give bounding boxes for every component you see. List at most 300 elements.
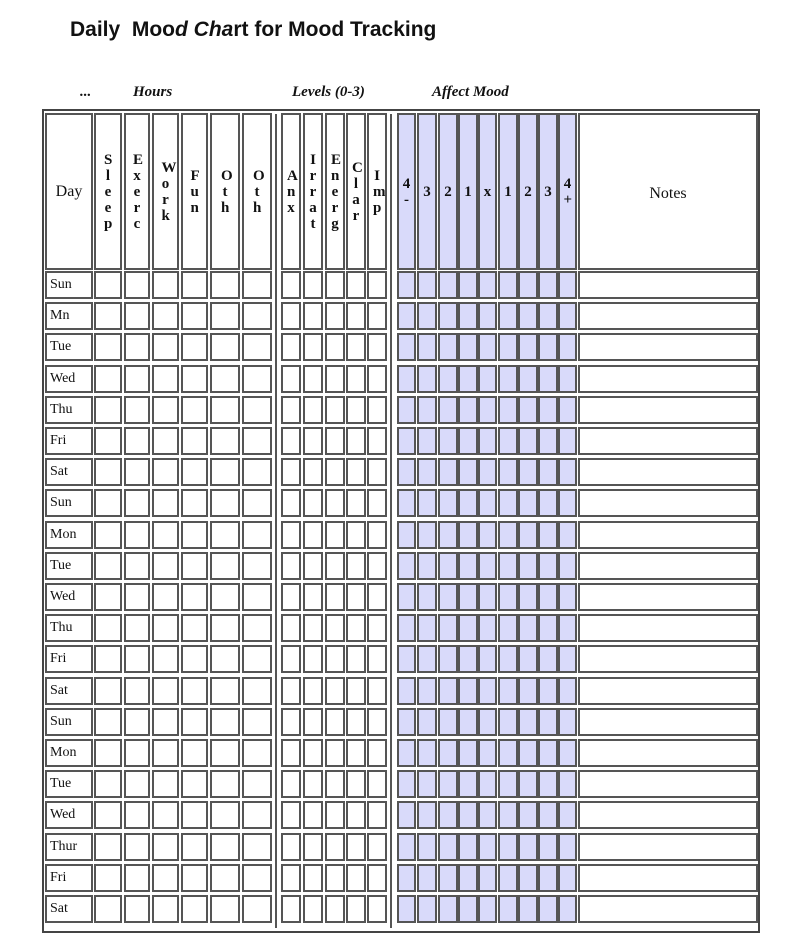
level-entry-cell <box>346 708 366 736</box>
mood-entry-cell <box>397 489 416 517</box>
header-mood-7 <box>538 113 558 270</box>
level-entry-cell <box>346 677 366 705</box>
mood-entry-cell <box>558 833 577 861</box>
mood-entry-cell <box>478 458 497 486</box>
header-label: 1 <box>464 183 472 200</box>
level-entry-cell <box>281 614 301 642</box>
mood-entry-cell <box>498 708 518 736</box>
mood-entry-cell <box>478 677 497 705</box>
level-entry-cell <box>367 739 387 767</box>
hours-entry-cell <box>152 302 179 330</box>
mood-entry-cell <box>478 333 497 361</box>
mood-entry-cell <box>397 552 416 580</box>
mood-entry-cell <box>538 489 558 517</box>
mood-entry-cell <box>417 677 437 705</box>
notes-entry-cell <box>578 333 758 361</box>
mood-entry-cell <box>558 801 577 829</box>
mood-entry-cell <box>438 458 458 486</box>
hours-entry-cell <box>210 302 240 330</box>
hours-entry-cell <box>124 895 150 923</box>
mood-entry-cell <box>518 583 538 611</box>
mood-entry-cell <box>518 271 538 299</box>
mood-entry-cell <box>518 677 538 705</box>
level-entry-cell <box>281 583 301 611</box>
level-entry-cell <box>367 895 387 923</box>
hours-entry-cell <box>242 458 272 486</box>
hours-entry-cell <box>94 302 122 330</box>
hours-entry-cell <box>181 333 208 361</box>
level-entry-cell <box>281 895 301 923</box>
mood-entry-cell <box>478 302 497 330</box>
mood-entry-cell <box>518 770 538 798</box>
hours-entry-cell <box>181 458 208 486</box>
hours-entry-cell <box>94 614 122 642</box>
level-entry-cell <box>281 365 301 393</box>
notes-entry-cell <box>578 645 758 673</box>
mood-entry-cell <box>438 645 458 673</box>
mood-entry-cell <box>417 521 437 549</box>
day-cell: Fri <box>45 645 93 673</box>
level-entry-cell <box>346 895 366 923</box>
hours-entry-cell <box>94 864 122 892</box>
hours-entry-cell <box>210 583 240 611</box>
hours-entry-cell <box>181 302 208 330</box>
mood-entry-cell <box>458 833 478 861</box>
hours-entry-cell <box>94 739 122 767</box>
mood-entry-cell <box>498 427 518 455</box>
hours-entry-cell <box>242 427 272 455</box>
hours-entry-cell <box>152 739 179 767</box>
mood-entry-cell <box>458 302 478 330</box>
mood-entry-cell <box>458 271 478 299</box>
level-entry-cell <box>367 583 387 611</box>
hours-entry-cell <box>152 801 179 829</box>
mood-entry-cell <box>458 396 478 424</box>
header-mood-1 <box>417 113 437 270</box>
hours-entry-cell <box>94 677 122 705</box>
mood-entry-cell <box>518 614 538 642</box>
header-label: Clar <box>352 159 363 224</box>
level-entry-cell <box>325 365 345 393</box>
hours-entry-cell <box>181 864 208 892</box>
mood-entry-cell <box>438 614 458 642</box>
level-entry-cell <box>346 427 366 455</box>
level-entry-cell <box>367 333 387 361</box>
mood-entry-cell <box>417 583 437 611</box>
level-entry-cell <box>303 583 323 611</box>
notes-entry-cell <box>578 833 758 861</box>
mood-entry-cell <box>397 302 416 330</box>
mood-entry-cell <box>478 645 497 673</box>
mood-entry-cell <box>518 489 538 517</box>
mood-entry-cell <box>498 770 518 798</box>
hours-entry-cell <box>124 645 150 673</box>
day-cell: Mon <box>45 739 93 767</box>
hours-entry-cell <box>242 645 272 673</box>
hours-entry-cell <box>94 708 122 736</box>
mood-entry-cell <box>518 833 538 861</box>
hours-entry-cell <box>181 427 208 455</box>
mood-entry-cell <box>558 739 577 767</box>
level-entry-cell <box>281 396 301 424</box>
hours-entry-cell <box>210 864 240 892</box>
mood-entry-cell <box>498 614 518 642</box>
header-mood-8 <box>558 113 577 270</box>
mood-entry-cell <box>498 552 518 580</box>
level-entry-cell <box>325 708 345 736</box>
mood-entry-cell <box>458 864 478 892</box>
level-entry-cell <box>281 271 301 299</box>
mood-entry-cell <box>438 770 458 798</box>
level-entry-cell <box>303 396 323 424</box>
notes-entry-cell <box>578 302 758 330</box>
group-label-affect-mood: Affect Mood <box>432 84 509 100</box>
hours-entry-cell <box>152 770 179 798</box>
day-cell: Sat <box>45 458 93 486</box>
day-cell: Sat <box>45 895 93 923</box>
mood-entry-cell <box>478 895 497 923</box>
hours-entry-cell <box>94 489 122 517</box>
hours-entry-cell <box>210 833 240 861</box>
level-entry-cell <box>281 708 301 736</box>
header-level-4 <box>367 113 387 270</box>
mood-entry-cell <box>397 864 416 892</box>
hours-entry-cell <box>210 677 240 705</box>
mood-entry-cell <box>417 895 437 923</box>
notes-entry-cell <box>578 677 758 705</box>
group-label-levels: Levels (0-3) <box>292 84 365 100</box>
mood-entry-cell <box>397 427 416 455</box>
hours-entry-cell <box>124 833 150 861</box>
mood-entry-cell <box>558 708 577 736</box>
level-entry-cell <box>367 489 387 517</box>
mood-entry-cell <box>538 458 558 486</box>
header-mood-5 <box>498 113 518 270</box>
mood-entry-cell <box>538 739 558 767</box>
hours-entry-cell <box>210 333 240 361</box>
level-entry-cell <box>325 864 345 892</box>
header-level-1 <box>303 113 323 270</box>
header-hours-0 <box>94 113 122 270</box>
level-entry-cell <box>325 895 345 923</box>
hours-entry-cell <box>242 365 272 393</box>
level-entry-cell <box>325 271 345 299</box>
day-cell: Sun <box>45 489 93 517</box>
mood-entry-cell <box>417 770 437 798</box>
day-cell: Thu <box>45 614 93 642</box>
hours-entry-cell <box>210 739 240 767</box>
notes-entry-cell <box>578 521 758 549</box>
mood-entry-cell <box>397 396 416 424</box>
mood-entry-cell <box>438 864 458 892</box>
mood-entry-cell <box>438 801 458 829</box>
header-notes <box>578 113 758 270</box>
mood-entry-cell <box>518 645 538 673</box>
mood-entry-cell <box>397 333 416 361</box>
mood-entry-cell <box>558 271 577 299</box>
level-entry-cell <box>281 521 301 549</box>
hours-entry-cell <box>242 583 272 611</box>
mood-entry-cell <box>397 365 416 393</box>
hours-entry-cell <box>242 677 272 705</box>
level-entry-cell <box>325 552 345 580</box>
mood-entry-cell <box>458 333 478 361</box>
mood-entry-cell <box>417 427 437 455</box>
mood-entry-cell <box>478 708 497 736</box>
hours-entry-cell <box>242 552 272 580</box>
mood-entry-cell <box>397 583 416 611</box>
mood-entry-cell <box>538 333 558 361</box>
header-day-label: Day <box>55 182 83 200</box>
hours-entry-cell <box>124 271 150 299</box>
hours-entry-cell <box>124 739 150 767</box>
level-entry-cell <box>303 489 323 517</box>
notes-entry-cell <box>578 895 758 923</box>
hours-entry-cell <box>242 302 272 330</box>
hours-entry-cell <box>210 801 240 829</box>
header-mood-6 <box>518 113 538 270</box>
hours-entry-cell <box>242 396 272 424</box>
header-label: Work <box>161 159 177 224</box>
hours-entry-cell <box>94 895 122 923</box>
mood-entry-cell <box>498 833 518 861</box>
header-hours-5 <box>242 113 272 270</box>
mood-entry-cell <box>478 552 497 580</box>
mood-entry-cell <box>518 396 538 424</box>
mood-entry-cell <box>438 739 458 767</box>
mood-entry-cell <box>518 864 538 892</box>
mood-entry-cell <box>538 864 558 892</box>
day-cell: Thur <box>45 833 93 861</box>
mood-entry-cell <box>397 770 416 798</box>
level-entry-cell <box>325 521 345 549</box>
hours-entry-cell <box>152 521 179 549</box>
mood-entry-cell <box>478 583 497 611</box>
header-mood-4 <box>478 113 497 270</box>
hours-entry-cell <box>210 521 240 549</box>
mood-entry-cell <box>478 614 497 642</box>
mood-entry-cell <box>417 864 437 892</box>
notes-entry-cell <box>578 583 758 611</box>
level-entry-cell <box>303 333 323 361</box>
day-cell: Wed <box>45 801 93 829</box>
mood-entry-cell <box>558 302 577 330</box>
hours-entry-cell <box>152 614 179 642</box>
header-day <box>45 113 93 270</box>
day-cell: Wed <box>45 583 93 611</box>
hours-entry-cell <box>152 583 179 611</box>
level-entry-cell <box>346 864 366 892</box>
level-entry-cell <box>303 708 323 736</box>
hours-entry-cell <box>152 333 179 361</box>
header-mood-0 <box>397 113 416 270</box>
hours-entry-cell <box>124 458 150 486</box>
mood-entry-cell <box>397 614 416 642</box>
level-entry-cell <box>325 333 345 361</box>
mood-entry-cell <box>458 895 478 923</box>
notes-entry-cell <box>578 770 758 798</box>
mood-entry-cell <box>538 708 558 736</box>
header-label: 1 <box>504 183 512 200</box>
level-entry-cell <box>367 833 387 861</box>
mood-entry-cell <box>518 801 538 829</box>
hours-entry-cell <box>152 458 179 486</box>
mood-entry-cell <box>438 489 458 517</box>
level-entry-cell <box>346 739 366 767</box>
day-cell: Tue <box>45 333 93 361</box>
hours-entry-cell <box>181 770 208 798</box>
mood-entry-cell <box>558 677 577 705</box>
level-entry-cell <box>281 458 301 486</box>
mood-entry-cell <box>538 614 558 642</box>
hours-entry-cell <box>152 427 179 455</box>
mood-entry-cell <box>458 708 478 736</box>
mood-entry-cell <box>538 583 558 611</box>
mood-entry-cell <box>397 521 416 549</box>
hours-entry-cell <box>152 365 179 393</box>
mood-entry-cell <box>498 302 518 330</box>
header-label: Oth <box>253 167 265 216</box>
mood-entry-cell <box>417 614 437 642</box>
hours-entry-cell <box>124 521 150 549</box>
mood-entry-cell <box>538 801 558 829</box>
level-entry-cell <box>346 458 366 486</box>
mood-entry-cell <box>558 552 577 580</box>
hours-entry-cell <box>94 801 122 829</box>
hours-entry-cell <box>210 396 240 424</box>
mood-entry-cell <box>478 396 497 424</box>
hours-entry-cell <box>242 739 272 767</box>
hours-entry-cell <box>242 521 272 549</box>
hours-entry-cell <box>152 864 179 892</box>
mood-entry-cell <box>518 895 538 923</box>
mood-entry-cell <box>518 521 538 549</box>
mood-entry-cell <box>558 489 577 517</box>
mood-entry-cell <box>438 271 458 299</box>
group-label-hours: Hours <box>133 84 173 100</box>
mood-entry-cell <box>538 677 558 705</box>
level-entry-cell <box>303 427 323 455</box>
header-label: Energ <box>331 151 342 232</box>
mood-entry-cell <box>397 801 416 829</box>
mood-entry-cell <box>417 302 437 330</box>
hours-entry-cell <box>94 333 122 361</box>
hours-entry-cell <box>181 365 208 393</box>
mood-entry-cell <box>397 677 416 705</box>
hours-entry-cell <box>152 489 179 517</box>
mood-entry-cell <box>478 801 497 829</box>
header-mood-2 <box>438 113 458 270</box>
hours-entry-cell <box>124 333 150 361</box>
hours-entry-cell <box>152 833 179 861</box>
level-entry-cell <box>325 458 345 486</box>
level-entry-cell <box>346 271 366 299</box>
mood-entry-cell <box>458 739 478 767</box>
hours-entry-cell <box>94 645 122 673</box>
mood-entry-cell <box>438 302 458 330</box>
level-entry-cell <box>346 833 366 861</box>
level-entry-cell <box>303 770 323 798</box>
header-hours-4 <box>210 113 240 270</box>
mood-entry-cell <box>438 521 458 549</box>
hours-entry-cell <box>181 645 208 673</box>
header-label: 2 <box>524 183 532 200</box>
notes-entry-cell <box>578 614 758 642</box>
mood-entry-cell <box>438 333 458 361</box>
level-entry-cell <box>325 677 345 705</box>
notes-entry-cell <box>578 801 758 829</box>
level-entry-cell <box>303 302 323 330</box>
mood-entry-cell <box>458 770 478 798</box>
notes-entry-cell <box>578 739 758 767</box>
mood-entry-cell <box>518 552 538 580</box>
hours-entry-cell <box>210 271 240 299</box>
mood-entry-cell <box>417 489 437 517</box>
mood-entry-cell <box>538 833 558 861</box>
mood-entry-cell <box>518 458 538 486</box>
mood-entry-cell <box>438 365 458 393</box>
hours-entry-cell <box>210 770 240 798</box>
level-entry-cell <box>346 645 366 673</box>
mood-entry-cell <box>538 645 558 673</box>
header-label: Oth <box>221 167 233 216</box>
mood-entry-cell <box>417 645 437 673</box>
hours-entry-cell <box>124 864 150 892</box>
hours-entry-cell <box>94 521 122 549</box>
hours-entry-cell <box>242 614 272 642</box>
mood-entry-cell <box>478 489 497 517</box>
hours-entry-cell <box>242 708 272 736</box>
hours-entry-cell <box>152 552 179 580</box>
mood-entry-cell <box>498 458 518 486</box>
notes-entry-cell <box>578 489 758 517</box>
mood-entry-cell <box>397 833 416 861</box>
level-entry-cell <box>281 427 301 455</box>
mood-entry-cell <box>458 365 478 393</box>
hours-entry-cell <box>124 614 150 642</box>
mood-entry-cell <box>458 458 478 486</box>
level-entry-cell <box>325 770 345 798</box>
mood-entry-cell <box>417 396 437 424</box>
hours-entry-cell <box>94 770 122 798</box>
day-cell: Fri <box>45 427 93 455</box>
level-entry-cell <box>303 833 323 861</box>
level-entry-cell <box>281 770 301 798</box>
header-notes-label: Notes <box>649 185 687 202</box>
mood-entry-cell <box>558 333 577 361</box>
mood-entry-cell <box>498 333 518 361</box>
mood-entry-cell <box>498 365 518 393</box>
day-cell: Sun <box>45 708 93 736</box>
header-label: 3 <box>423 183 431 200</box>
level-entry-cell <box>367 521 387 549</box>
hours-entry-cell <box>181 552 208 580</box>
mood-entry-cell <box>478 770 497 798</box>
level-entry-cell <box>303 739 323 767</box>
mood-entry-cell <box>458 427 478 455</box>
hours-entry-cell <box>181 801 208 829</box>
hours-entry-cell <box>94 365 122 393</box>
hours-entry-cell <box>181 271 208 299</box>
notes-entry-cell <box>578 365 758 393</box>
level-entry-cell <box>367 645 387 673</box>
notes-entry-cell <box>578 864 758 892</box>
mood-entry-cell <box>518 302 538 330</box>
hours-entry-cell <box>152 645 179 673</box>
day-cell: Mon <box>45 521 93 549</box>
header-label: 3 <box>544 183 552 200</box>
mood-entry-cell <box>478 365 497 393</box>
